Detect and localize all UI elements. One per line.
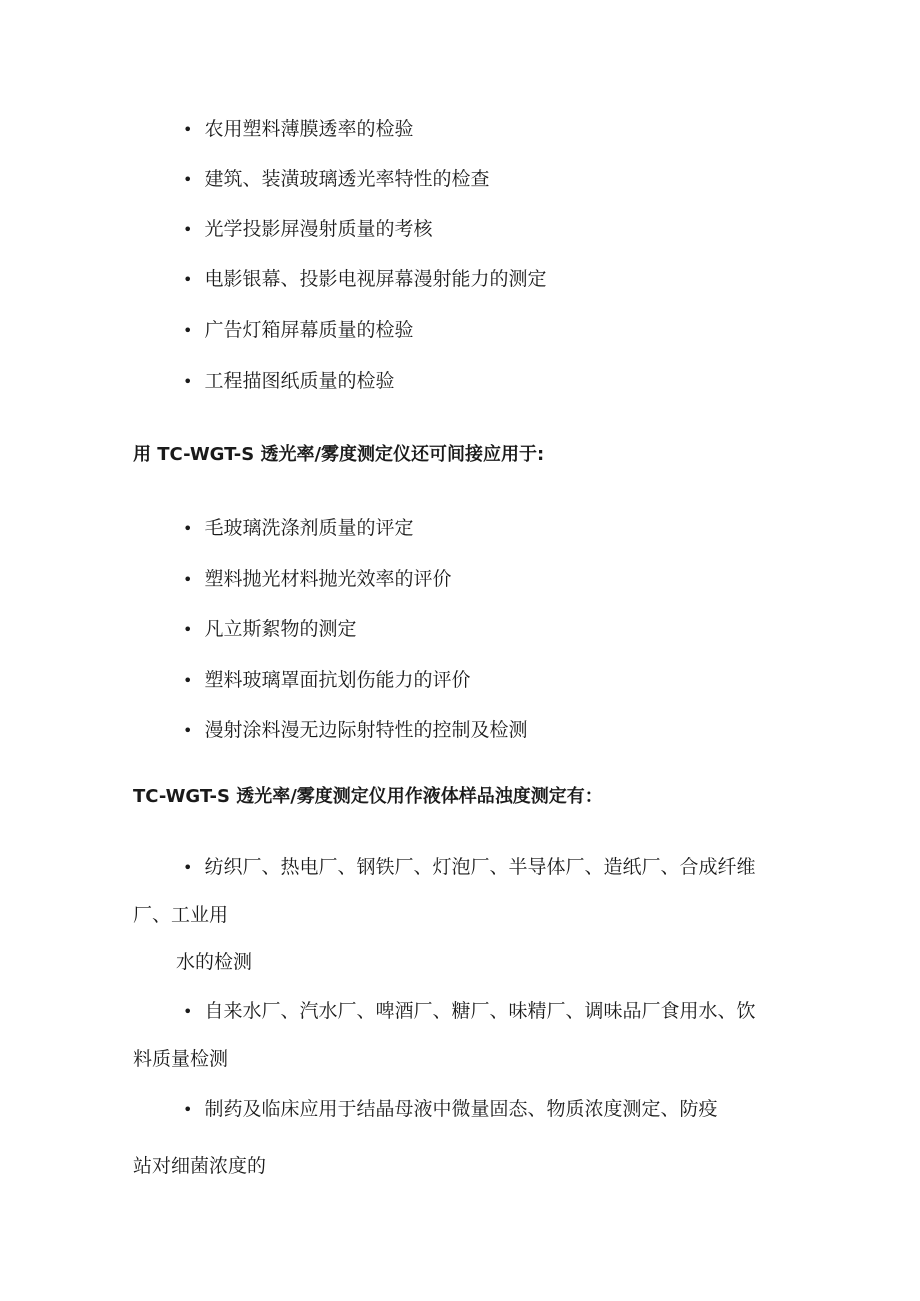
list-item	[183, 718, 527, 743]
list-item-continuation: 料质量检测	[133, 1048, 229, 1070]
list-item	[183, 1097, 717, 1122]
list-item	[183, 318, 413, 343]
list-item	[183, 668, 470, 693]
bullet-icon: •	[183, 372, 193, 391]
list-item	[183, 999, 755, 1024]
list-item	[183, 167, 489, 192]
list-item	[183, 369, 394, 394]
bullet-icon: •	[183, 671, 193, 690]
bullet-icon: •	[183, 858, 193, 877]
list-item-text: 毛玻璃洗涤剂质量的评定	[204, 517, 414, 539]
list-item-text: 建筑、装潢玻璃透光率特性的检查	[204, 168, 490, 190]
list-item-text: 漫射涂料漫无边际射特性的控制及检测	[204, 719, 528, 741]
list-item-text: 农用塑料薄膜透率的检验	[204, 118, 414, 140]
bullet-icon: •	[183, 170, 193, 189]
list-item	[183, 617, 356, 642]
bullet-icon: •	[183, 321, 193, 340]
bullet-icon: •	[183, 270, 193, 289]
section-heading: TC-WGT-S 透光率/雾度测定仪用作液体样品浊度测定有：	[133, 786, 603, 807]
list-item-text: 纺织厂、热电厂、钢铁厂、灯泡厂、半导体厂、造纸厂、合成纤维	[204, 856, 756, 878]
list-item-text: 工程描图纸质量的检验	[204, 370, 395, 392]
list-item	[183, 117, 413, 142]
list-item	[183, 516, 413, 541]
bullet-icon: •	[183, 1100, 193, 1119]
list-item	[183, 217, 432, 242]
list-item-text: 电影银幕、投影电视屏幕漫射能力的测定	[204, 268, 547, 290]
bullet-icon: •	[183, 120, 193, 139]
bullet-icon: •	[183, 570, 193, 589]
list-item-text: 自来水厂、汽水厂、啤酒厂、糖厂、味精厂、调味品厂食用水、饮	[204, 1000, 756, 1022]
list-item	[183, 855, 755, 880]
section-heading: 用 TC-WGT-S 透光率/雾度测定仪还可间接应用于:	[133, 444, 545, 465]
bullet-icon: •	[183, 1002, 193, 1021]
list-item-text: 凡立斯絮物的测定	[204, 618, 357, 640]
list-item-text: 广告灯箱屏幕质量的检验	[204, 319, 414, 341]
list-item-text: 塑料玻璃罩面抗划伤能力的评价	[204, 669, 471, 691]
list-item-text: 塑料抛光材料抛光效率的评价	[204, 568, 452, 590]
bullet-icon: •	[183, 519, 193, 538]
list-item	[183, 267, 546, 292]
bullet-icon: •	[183, 220, 193, 239]
list-item-text: 光学投影屏漫射质量的考核	[204, 218, 433, 240]
list-item-continuation: 厂、工业用	[133, 904, 229, 926]
bullet-icon: •	[183, 620, 193, 639]
list-item-continuation: 水的检测	[176, 951, 253, 973]
list-item	[183, 567, 451, 592]
list-item-text: 制药及临床应用于结晶母液中微量固态、物质浓度测定、防疫	[204, 1098, 718, 1120]
bullet-icon: •	[183, 721, 193, 740]
list-item-continuation: 站对细菌浓度的	[133, 1155, 267, 1177]
